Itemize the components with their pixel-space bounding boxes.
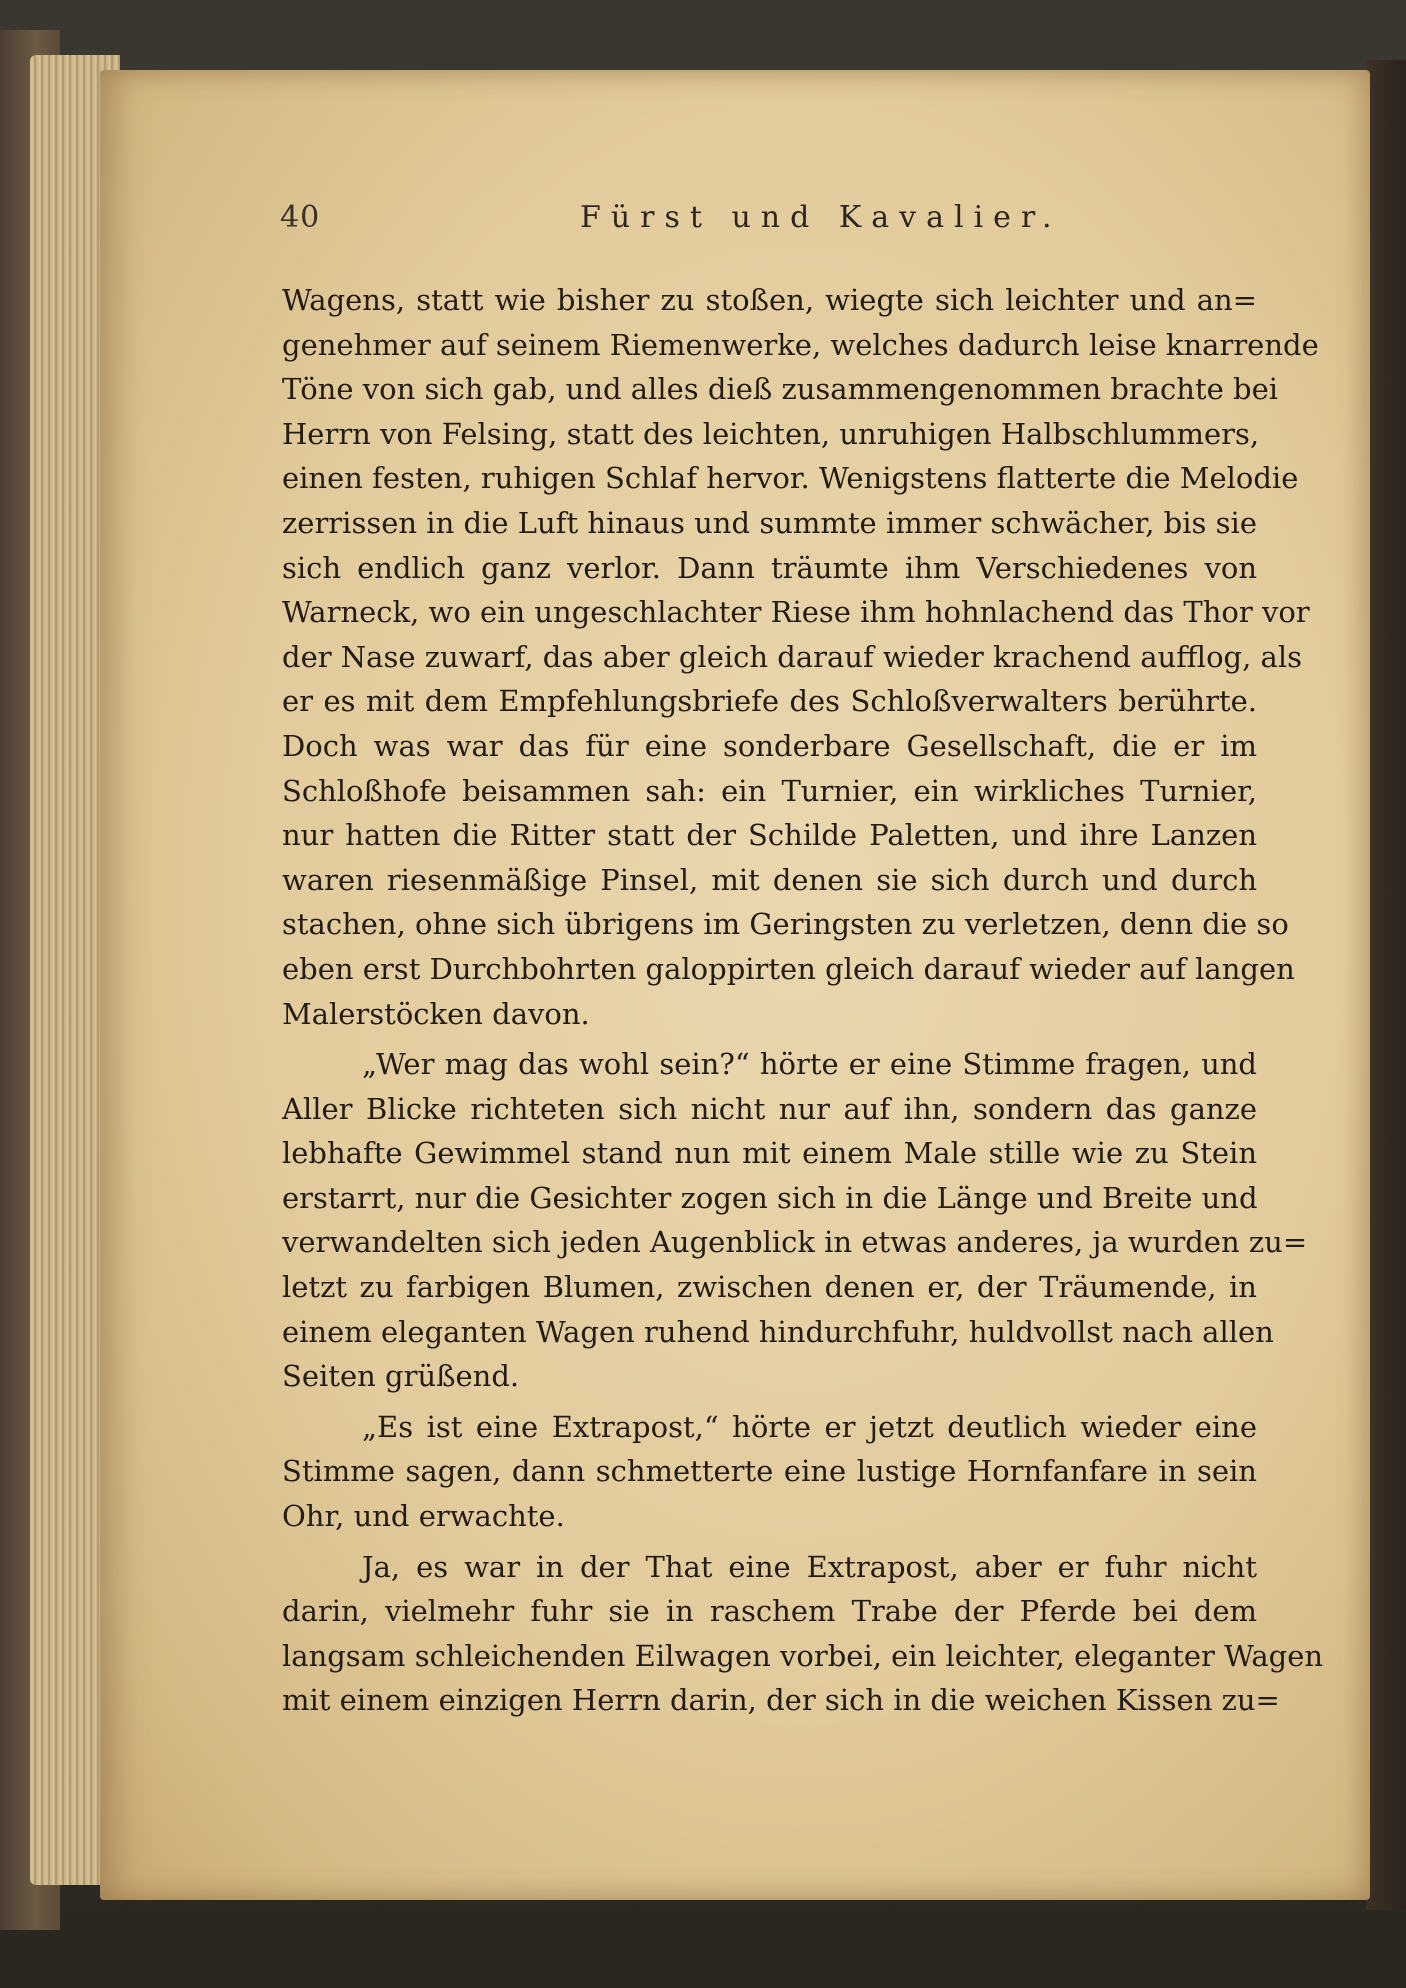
text-line: Ohr, und erwachte.	[282, 1499, 565, 1534]
text-line: Wagens, statt wie bisher zu stoßen, wiegte sich leichter und an=	[282, 283, 1257, 317]
body-text	[282, 278, 1324, 1723]
text-line: Doch was war das für eine sonderbare Gesellschaft, die er im	[282, 728, 1257, 763]
page-header	[180, 200, 1260, 250]
text-line: letzt zu farbigen Blumen, zwischen denen er, der Träumende, in	[282, 1270, 1257, 1305]
text-line: Malerstöcken davon.	[282, 996, 590, 1031]
page-number: 40	[280, 200, 321, 235]
text-line: Aller Blicke richteten sich nicht nur auf ihn, sondern das ganze	[282, 1091, 1257, 1126]
text-line: eben erst Durchbohrten galoppirten gleich darauf wieder auf langen	[282, 951, 1295, 986]
text-line: „Es ist eine Extrapost,“ hörte er jetzt deutlich wieder eine	[362, 1409, 1257, 1444]
text-line: Stimme sagen, dann schmetterte eine lustige Hornfanfare in sein	[282, 1454, 1257, 1489]
text-line: nur hatten die Ritter statt der Schilde Paletten, und ihre Lanzen	[282, 818, 1257, 853]
text-line: stachen, ohne sich übrigens im Geringsten zu verletzen, denn die so	[282, 907, 1289, 942]
text-line: mit einem einzigen Herrn darin, der sich in die weichen Kissen zu=	[282, 1683, 1280, 1718]
text-line: Schloßhofe beisammen sah: ein Turnier, ein wirkliches Turnier,	[282, 773, 1257, 808]
text-line: waren riesenmäßige Pinsel, mit denen sie sich durch und durch	[282, 862, 1257, 897]
text-line: sich endlich ganz verlor. Dann träumte ihm Verschiedenes von	[282, 550, 1257, 585]
text-line: lebhafte Gewimmel stand nun mit einem Male stille wie zu Stein	[282, 1136, 1257, 1171]
text-line: „Wer mag das wohl sein?“ hörte er eine Stimme fragen, und	[362, 1047, 1257, 1082]
text-line: verwandelten sich jeden Augenblick in etwas anderes, ja wurden zu=	[282, 1225, 1308, 1260]
text-line: Warneck, wo ein ungeschlachter Riese ihm hohnlachend das Thor vor	[282, 595, 1310, 630]
text-line: langsam schleichenden Eilwagen vorbei, ein leichter, eleganter Wagen	[282, 1638, 1324, 1673]
text-line: Ja, es war in der That eine Extrapost, aber er fuhr nicht	[362, 1549, 1257, 1584]
text-line: einem eleganten Wagen ruhend hindurchfuhr, huldvollst nach allen	[282, 1314, 1274, 1349]
text-line: Seiten grüßend.	[282, 1359, 520, 1394]
book-cover-right	[1366, 60, 1406, 1910]
text-line: Herrn von Felsing, statt des leichten, unruhigen Halbschlummers,	[282, 416, 1260, 451]
text-line: erstarrt, nur die Gesichter zogen sich in die Länge und Breite und	[282, 1180, 1258, 1215]
text-line: der Nase zuwarf, das aber gleich darauf wieder krachend aufflog, als	[282, 639, 1302, 674]
running-title: Fürst und Kavalier.	[580, 200, 1062, 235]
text-line: er es mit dem Empfehlungsbriefe des Schloßverwalters berührte.	[282, 684, 1257, 719]
text-line: Töne von sich gab, und alles dieß zusammengenommen brachte bei	[282, 372, 1279, 407]
text-line: darin, vielmehr fuhr sie in raschem Trabe der Pferde bei dem	[282, 1594, 1257, 1629]
text-line: zerrissen in die Luft hinaus und summte immer schwächer, bis sie	[282, 505, 1257, 540]
text-line: genehmer auf seinem Riemenwerke, welches dadurch leise knarrende	[282, 327, 1319, 362]
text-line: einen festen, ruhigen Schlaf hervor. Wenigstens flatterte die Melodie	[282, 461, 1299, 496]
